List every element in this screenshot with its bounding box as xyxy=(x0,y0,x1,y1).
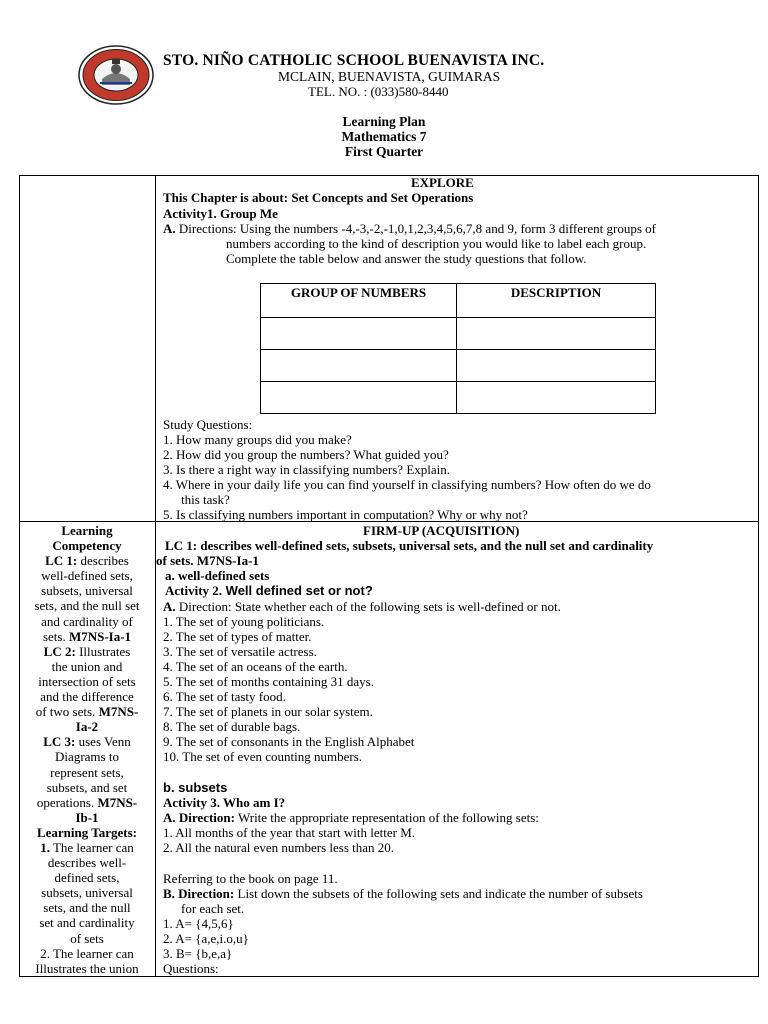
activity2-name: Well defined set or not? xyxy=(222,583,373,598)
lc-line: Illustrates the union xyxy=(35,960,139,976)
lc-line: Ib-1 xyxy=(75,809,99,825)
study-question-continued: this task? xyxy=(181,492,230,507)
table-cell[interactable] xyxy=(261,318,457,350)
table-header-row xyxy=(261,284,656,318)
subsection-b-title: b. subsets xyxy=(163,780,228,795)
lc-line: Learning Targets: xyxy=(36,824,138,840)
document-header xyxy=(0,0,768,175)
direction-b xyxy=(163,886,643,901)
school-seal-logo xyxy=(78,45,154,105)
direction-line-1: Directions: Using the numbers -4,-3,-2,-1,0,1,2,3,4,5,6,7,8 and 9, form 3 different groups of xyxy=(175,221,656,236)
direction-b-continued: for each set. xyxy=(181,901,245,916)
direction-line-2: numbers according to the kind of description you would like to label each group. xyxy=(226,236,647,251)
school-address: MCLAIN, BUENAVISTA, GUIMARAS xyxy=(278,69,501,84)
lc-line: sets. M7NS-Ia-1 xyxy=(42,628,132,644)
explore-heading: EXPLORE xyxy=(411,175,474,190)
study-question: 4. Where in your daily life you can find yourself in classifying numbers? How often do we do xyxy=(163,477,651,492)
chapter-title: This Chapter is about: Set Concepts and Set Operations xyxy=(163,190,474,205)
study-question: 2. How did you group the numbers? What guided you? xyxy=(163,447,449,462)
table-cell[interactable] xyxy=(261,350,457,382)
set-item: 2. A= {a,e,i.o,u} xyxy=(163,931,249,946)
list-item: 10. The set of even counting numbers. xyxy=(163,749,363,764)
quarter-title: First Quarter xyxy=(344,144,424,159)
subject-title: Mathematics 7 xyxy=(341,129,427,144)
list-item: 8. The set of durable bags. xyxy=(163,719,301,734)
book-reference: Referring to the book on page 11. xyxy=(163,871,338,886)
set-item: 1. A= {4,5,6} xyxy=(163,916,234,931)
subsection-a-title: a. well-defined sets xyxy=(165,568,270,583)
lc-line: set and cardinality xyxy=(39,915,135,931)
direction-a-label: A. xyxy=(163,599,176,614)
list-item: 4. The set of an oceans of the earth. xyxy=(163,659,348,674)
table-row xyxy=(261,350,656,382)
lc-line: Learning xyxy=(61,523,113,538)
lc-line: LC 2: Illustrates xyxy=(43,643,131,659)
activity2-direction xyxy=(163,599,561,614)
lc-line: Diagrams to xyxy=(55,749,119,765)
questions-label: Questions: xyxy=(163,961,219,976)
lc-line: operations. M7NS- xyxy=(36,794,138,810)
header-description: DESCRIPTION xyxy=(457,284,656,318)
list-item: 9. The set of consonants in the English Alphabet xyxy=(163,734,415,749)
table-cell[interactable] xyxy=(457,350,656,382)
list-item: 5. The set of months containing 31 days. xyxy=(163,674,374,689)
set-item: 3. B= {b,e,a} xyxy=(163,946,233,961)
activity1-title: Activity1. Group Me xyxy=(163,206,278,221)
list-item: 6. The set of tasty food. xyxy=(163,689,286,704)
list-item: 1. All months of the year that start with letter M. xyxy=(163,825,416,840)
lc-line: Competency xyxy=(52,538,122,554)
table-cell[interactable] xyxy=(457,382,656,414)
lc-line: subsets, universal xyxy=(41,583,133,599)
learning-competency-column xyxy=(20,523,154,976)
lc1-statement: LC 1: describes well-defined sets, subsets, universal sets, and the null set and cardinality xyxy=(165,538,654,553)
lc-line: and cardinality of xyxy=(41,613,133,629)
plan-title: Learning Plan xyxy=(342,114,426,129)
direction-label: A. xyxy=(163,221,176,236)
lc-line: subsets, and set xyxy=(46,779,128,795)
lc-line: 1. The learner can xyxy=(40,839,134,855)
activity1-directions xyxy=(163,221,656,236)
lc-line: of two sets. M7NS- xyxy=(35,704,139,720)
lc-line: 2. The learner can xyxy=(40,945,134,961)
lc-line: intersection of sets xyxy=(38,673,136,689)
lc-line: sets, and the null xyxy=(43,900,131,916)
list-item: 7. The set of planets in our solar system. xyxy=(163,704,373,719)
lc-line: describes well- xyxy=(47,855,127,871)
lc-line: LC 1: describes xyxy=(45,553,129,569)
school-telephone: TEL. NO. : (033)580-8440 xyxy=(308,84,449,99)
lc1-statement-continued: of sets. M7NS-Ia-1 xyxy=(156,553,259,568)
lc-line: of sets xyxy=(70,930,104,946)
list-item: 3. The set of versatile actress. xyxy=(163,644,317,659)
table-row xyxy=(261,382,656,414)
direction3-text: Write the appropriate representation of the following sets: xyxy=(234,810,539,825)
header-group-of-numbers: GROUP OF NUMBERS xyxy=(261,284,457,318)
study-question: 3. Is there a right way in classifying numbers? Explain. xyxy=(163,462,451,477)
lc-line: defined sets, xyxy=(54,870,120,886)
activity3-direction xyxy=(163,810,539,825)
table-row xyxy=(261,318,656,350)
school-name: STO. NIÑO CATHOLIC SCHOOL BUENAVISTA INC. xyxy=(163,52,545,69)
column-divider xyxy=(155,175,156,977)
activity2-prefix: Activity 2. xyxy=(165,583,223,598)
firmup-heading: FIRM-UP (ACQUISITION) xyxy=(363,523,520,538)
direction-b-text: List down the subsets of the following sets and indicate the number of subsets xyxy=(234,886,643,901)
lc-line: and the difference xyxy=(40,689,134,705)
group-of-numbers-table xyxy=(260,283,656,414)
direction3-label: A. Direction: xyxy=(163,810,235,825)
list-item: 2. The set of types of matter. xyxy=(163,629,312,644)
activity3-title: Activity 3. Who am I? xyxy=(163,795,286,810)
lc-line: subsets, universal xyxy=(41,885,133,901)
direction-line-3: Complete the table below and answer the study questions that follow. xyxy=(226,251,587,266)
lc-line: LC 3: uses Venn xyxy=(43,734,131,750)
direction-b-label: B. Direction: xyxy=(163,886,235,901)
lc-line: Ia-2 xyxy=(75,719,99,735)
list-item: 1. The set of young politicians. xyxy=(163,614,325,629)
lc-line: represent sets, xyxy=(50,764,124,780)
lc-line: sets, and the null set xyxy=(34,598,140,614)
activity2-title xyxy=(165,583,373,598)
table-cell[interactable] xyxy=(261,382,457,414)
study-question: 5. Is classifying numbers important in computation? Why or why not? xyxy=(163,507,528,522)
table-cell[interactable] xyxy=(457,318,656,350)
lc-line: well-defined sets, xyxy=(41,568,133,584)
list-item: 2. All the natural even numbers less than 20. xyxy=(163,840,395,855)
study-questions-heading: Study Questions: xyxy=(163,417,253,432)
lc-line: the union and xyxy=(51,658,123,674)
direction-a-text: Direction: State whether each of the following sets is well-defined or not. xyxy=(175,599,561,614)
study-question: 1. How many groups did you make? xyxy=(163,432,352,447)
